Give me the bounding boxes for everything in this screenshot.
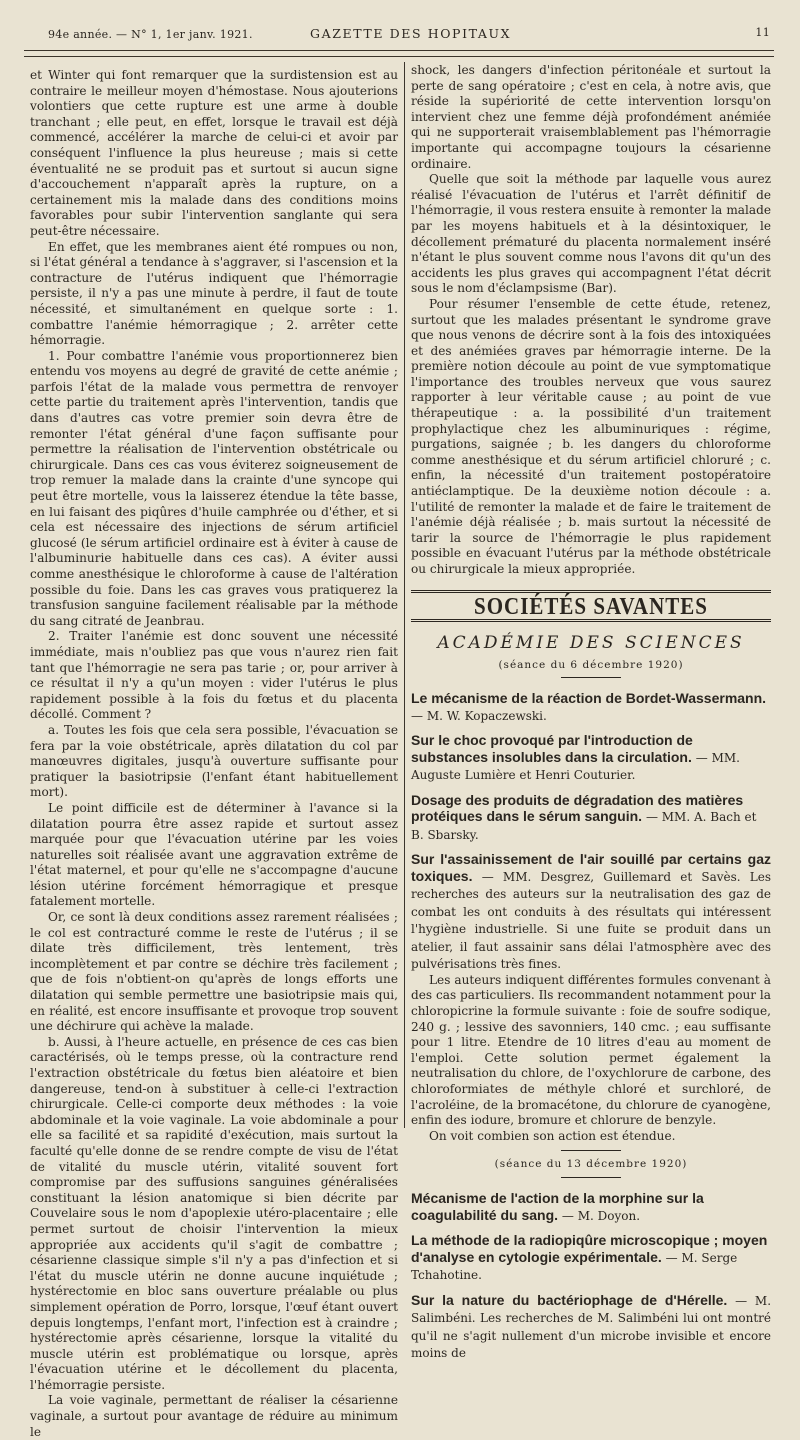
communication-title <box>411 690 771 724</box>
paragraph: et Winter qui font remarquer que la surdistension est au contraire le meilleur moyen d'hémostase. Nous ajouterions volontiers que cette rupture est une arme à double tranchant ; elle peut, en effet, lorsque le travail est déjà commencé, accélérer la marche de celui-ci et avoir par conséquent l'influence la plus heureuse ; mais si cette éventualité ne se produit pas et surtout si aucun signe d'accouchement n'apparaît après la rupture, on a certainement mis la malade dans des conditions moins favorables pour subir l'intervention sanglante qui sera peut-être nécessaire. <box>30 68 398 238</box>
page-header <box>48 22 770 44</box>
communication-title <box>411 1190 771 1224</box>
paragraph: Les auteurs indiquent différentes formules convenant à des cas particuliers. Ils recommandent notamment pour la chloropicrine la formule suivante : foie de soufre sodique, 240 g. ; lessive des savonniers, 140 cmc. ; eau suffisante pour 1 litre. Etendre de 10 litres d'eau au moment de l'emploi. Cette solution permet également la neutralisation du chlore, de l'oxychlorure de carbone, des chloroformiates de méthyle chloré et surchloré, de l'acroléine, de la bromacétone, du chlorure de cyanogène, enfin des iodure, bromure et chlorure de benzyle. <box>411 972 771 1128</box>
academy-heading: ACADÉMIE DES SCIENCES <box>437 633 745 654</box>
divider <box>561 1177 621 1178</box>
paragraph: Or, ce sont là deux conditions assez rarement réalisées ; le col est contracturé comme le reste de l'utérus ; il se dilate très difficilement, très lentement, très incomplètement et par contre se déchire très facilement ; que de fois n'obtient-on qu'après de longs efforts une dilatation qui semble permettre une basiotripsie mais qui, en réalité, est encore insuffisante et provoque trop souvent une déchirure qui achève la malade. <box>30 910 398 1034</box>
header-rule-2 <box>24 56 774 57</box>
paragraph: La voie vaginale, permettant de réaliser la césarienne vaginale, a surtout pour avantage de réduire au minimum le <box>30 1393 398 1439</box>
paragraph: En effet, que les membranes aient été rompues ou non, si l'état général a tendance à s'aggraver, si l'ascension et la contracture de l'utérus indiquent que l'hémorragie persiste, il n'y a pas une minute à perdre, il faut de toute nécessité, et simultanément en quelque sorte : 1. combattre l'anémie hémorragique ; 2. arrêter cette hémorragie. <box>30 239 398 348</box>
paragraph: a. Toutes les fois que cela sera possible, l'évacuation se fera par la voie obstétricale, après dilatation du col par manœuvres digitales, jusqu'à ouverture suffisante pour pratiquer la basiotripsie (l'enfant étant habituellement mort). <box>30 722 398 800</box>
divider <box>561 677 621 678</box>
communication-title-text: Sur le choc provoqué par l'introduction de substances insolubles dans la circulation. <box>411 732 693 765</box>
communication-title <box>411 792 771 844</box>
communication-authors: — MM. Desgrez, Guillemard et Savès. Les recherches des auteurs sur la neutralisation des gaz de combat les ont conduits à des résultats qui intéressent l'hygiène industrielle. Si une fuite se produit dans un atelier, il faut assainir sans délai l'atmosphère avec des pulvérisations très fines. <box>411 869 772 972</box>
paragraph: shock, les dangers d'infection péritonéale et surtout la perte de sang opératoire ; c'est en cela, à notre avis, que réside la supériorité de cette intervention lorsqu'on intervient chez une femme déjà profondément anémiée qui ne supporterait vraisemblablement pas l'hémorragie importante qui accompagne toujours la césarienne ordinaire. <box>411 63 771 171</box>
paragraph: 2. Traiter l'anémie est donc souvent une nécessité immédiate, mais n'oubliez pas que vous n'aurez rien fait tant que l'hémorragie ne sera pas tarie ; or, pour arriver à ce résultat il n'y a qu'un moyen : vider l'utérus le plus rapidement possible à la fois du fœtus et du placenta décollé. Comment ? <box>30 629 398 722</box>
paragraph: 1. Pour combattre l'anémie vous proportionnerez bien entendu vos moyens au degré de gravité de cette anémie ; parfois l'état de la malade vous permettra de renvoyer cette partie du traitement après l'intervention, tandis que dans d'autres cas votre premier soin devra être de remonter l'état général d'une façon suffisante pour permettre la réalisation de l'intervention obstétricale ou chirurgicale. Dans ces cas vous éviterez soigneusement de trop remuer la malade dans la crainte d'une syncope qui peut être mortelle, vous la laisserez étendue la tête basse, en lui faisant des piqûres d'huile camphrée ou d'éther, et si cela est nécessaire des injections de sérum artificiel glucosé (le sérum artificiel ordinaire est à éviter à cause de l'albuminurie habituelle dans ces cas). A éviter aussi comme anesthésique le chloroforme à cause de l'altération possible du foie. Dans les cas graves vous pratiquerez la transfusion sanguine facilement réalisable par la méthode du sang citraté de Jeanbrau. <box>30 348 398 628</box>
communication-title <box>411 851 771 973</box>
communication-authors: — M. Serge Tchahotine. <box>411 1250 738 1282</box>
left-column <box>30 68 398 1439</box>
communication-title-text: La méthode de la radiopiqûre microscopique ; moyen d'analyse en cytologie expérimentale. <box>411 1232 768 1265</box>
communication-title <box>411 1232 771 1284</box>
paragraph: On voit combien son action est étendue. <box>429 1128 676 1143</box>
communication-authors: — MM. A. Bach et B. Sbarsky. <box>411 810 757 842</box>
page-number: 11 <box>755 26 770 39</box>
communication-authors: — M. Doyon. <box>561 1208 641 1223</box>
communication-title-text: Mécanisme de l'action de la morphine sur la coagulabilité du sang. <box>411 1190 704 1223</box>
communication-title-text: Sur la nature du bactériophage de d'Hérelle. <box>411 1291 728 1308</box>
communication-authors: — MM. Auguste Lumière et Henri Couturier. <box>411 750 740 783</box>
communication-title <box>411 732 771 784</box>
paragraph: Le point difficile est de déterminer à l'avance si la dilatation pourra être assez rapide et surtout assez marquée pour que l'évacuation utérine par les voies naturelles soit réalisée avant une aggravation extrême de l'état maternel, et pour qu'elle ne s'accompagne d'aucune lésion utérine forcément hémorragique et presque fatalement mortelle. <box>30 800 398 909</box>
issue-info: 94e année. — N° 1, 1er janv. 1921. <box>48 28 253 41</box>
communication-title <box>411 1292 771 1362</box>
divider <box>561 1150 621 1151</box>
paragraph: b. Aussi, à l'heure actuelle, en présence de ces cas bien caractérisés, où le temps presse, où la contracture rend l'extraction obstétricale du fœtus bien aléatoire et bien dangereuse, tend-on à substituer à celle-ci l'extraction chirurgicale. Celle-ci comporte deux méthodes : la voie abdominale et la voie vaginale. La voie abdominale a pour elle sa facilité et sa rapidité d'exécution, mais surtout la faculté qu'elle donne de se rendre compte de visu de l'état de vitalité du muscle utérin, vitalité souvent fort compromise par des suffusions sanguines généralisées constituant la lésion anatomique si bien décrite par Couvelaire sous le nom d'apoplexie utéro-placentaire ; elle permet surtout de choisir l'intervention la mieux appropriée aux accidents qu'il s'agit de combattre ; césarienne classique simple s'il n'y a pas d'infection et si l'état du muscle utérin ne donne aucune inquiétude ; hystérectomie en bloc sans ouverture préalable ou plus simplement opération de Porro, lorsque, l'œuf étant ouvert depuis longtemps, l'enfant mort, l'infection est à craindre ; hystérectomie après césarienne, lorsque la vitalité du muscle utérin est problématique ou lorsque, après l'évacuation utérine et le décollement du placenta, l'hémorragie persiste. <box>30 1034 398 1392</box>
communication-title-text: Le mécanisme de la réaction de Bordet-Wassermann. <box>411 690 767 707</box>
session-date: (séance du 13 décembre 1920) <box>494 1158 688 1171</box>
communication-title-text: Sur l'assainissement de l'air souillé par certains gaz toxiques. <box>411 851 771 884</box>
right-column <box>411 63 772 1360</box>
paragraph: Pour résumer l'ensemble de cette étude, retenez, surtout que les malades présentant le syndrome grave que nous venons de décrire sont à la fois des intoxiquées et des anémiées graves par hémorragie interne. De la première notion découle au point de vue symptomatique l'importance des troubles nerveux que vous saurez rapporter à leur véritable cause ; au point de vue thérapeutique : a. la possibilité d'un traitement prophylactique chez les albuminuriques : régime, purgations, saignée ; b. les dangers du chloroforme comme anesthésique et du sérum artificiel chloruré ; c. enfin, la nécessité d'un traitement postopératoire antiéclamptique. De la deuxième notion découle : a. l'utilité de remonter la malade et de faire le traitement de l'anémie déjà réalisée ; b. mais surtout la nécessité de tarir la source de l'hémorragie le plus rapidement possible en évacuant l'utérus par la méthode obstétricale ou chirurgicale la mieux appropriée. <box>411 296 771 576</box>
communication-title-text: Dosage des produits de dégradation des matières protéiques dans le sérum sanguin. <box>411 791 744 825</box>
section-banner <box>411 590 771 623</box>
session-date: (séance du 6 décembre 1920) <box>498 658 684 671</box>
communication-authors: — M. Salimbéni. Les recherches de M. Salimbéni lui ont montré qu'il ne s'agit nullement d'un microbe invisible et encore moins de <box>411 1293 772 1360</box>
journal-title: GAZETTE DES HOPITAUX <box>310 26 512 41</box>
paragraph: Quelle que soit la méthode par laquelle vous aurez réalisé l'évacuation de l'utérus et l'arrêt définitif de l'hémorragie, il vous restera ensuite à remonter la malade par les moyens habituels et à la désintoxiquer, le décollement prématuré du placenta normalement inséré n'étant le plus souvent comme nous l'avons dit qu'un des accidents les plus graves qui accompagnent l'état décrit sous le nom d'éclampsisme (Bar). <box>411 172 771 296</box>
header-rule <box>24 50 774 51</box>
column-divider <box>404 62 405 1128</box>
section-title: SOCIÉTÉS SAVANTES <box>474 591 708 620</box>
communication-authors: — M. W. Kopaczewski. <box>411 708 547 723</box>
